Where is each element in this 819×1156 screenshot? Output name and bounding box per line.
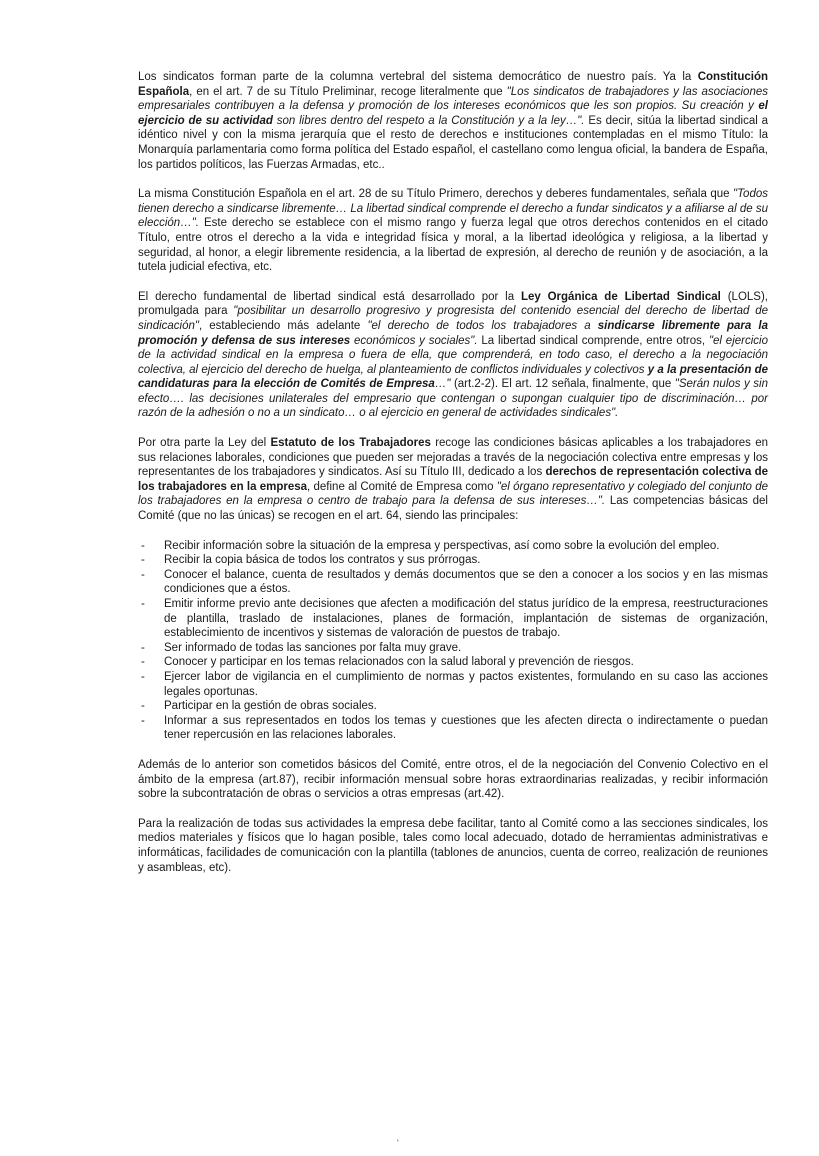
paragraph-constitucion-art7	[138, 70, 768, 172]
text-run: "el ejercicio de la actividad sindical en la empresa o fuera de ella, que comprenderá, en todo caso, el derecho a la negociación colectiva, al ejercicio del derecho de huelga, al planteamiento de conflictos individuales y colectivos	[138, 334, 768, 376]
text-run: "el órgano representativo y colegiado del conjunto de los trabajadores en la empresa o centro de trabajo para la defensa de sus intereses…".	[138, 480, 768, 508]
text-run: (LOLS), promulgada para	[138, 290, 768, 318]
paragraph-medios	[138, 817, 768, 875]
text-run: económicos y sociales".	[350, 334, 478, 347]
list-item: - Ser informado de todas las sanciones por falta muy grave.	[138, 641, 768, 656]
text-run: sindicarse libremente para la promoción y defensa de sus intereses	[138, 319, 768, 347]
text-run: "el derecho de todos los trabajadores a	[367, 319, 598, 332]
paragraph-constitucion-art28	[138, 187, 768, 275]
list-item: - Participar en la gestión de obras sociales.	[138, 699, 768, 714]
text-run: …"	[434, 378, 451, 391]
list-item: - Ejercer labor de vigilancia en el cumplimiento de normas y pactos existentes, formulando en su caso las acciones legales oportunas.	[138, 670, 768, 699]
text-run: Ley Orgánica de Libertad Sindical	[520, 290, 721, 303]
text-run: La libertad sindical comprende, entre otros,	[477, 334, 709, 347]
list-item: - Emitir informe previo ante decisiones que afecten a modificación del status jurídico de la empresa, reestructuraciones de plantilla, traslado de instalaciones, planes de formación, implantación de sistemas de organización, establecimiento de incentivos y sistemas de valoración de puestos de trabajo.	[138, 597, 768, 641]
text-run: "Los sindicatos de trabajadores y las asociaciones empresariales contribuyen a la defensa y promoción de los intereses económicos que les son propios. Su creación y	[138, 85, 768, 113]
text-run: Los sindicatos forman parte de la columna vertebral del sistema democrático de nuestro país. Ya la	[138, 71, 698, 83]
text-run: , define al Comité de Empresa como	[307, 480, 497, 493]
text-run: Estatuto de los Trabajadores	[270, 437, 431, 450]
list-item: - Conocer y participar en los temas relacionados con la salud laboral y prevención de riesgos.	[138, 655, 768, 670]
text-run: (art.2-2). El art. 12 señala, finalmente, que	[450, 378, 675, 391]
text-run: Por otra parte la Ley del	[138, 437, 271, 450]
text-run: son libres dentro del respeto a la Constitución y a la ley…".	[272, 114, 585, 127]
competencias-list	[138, 539, 768, 743]
paragraph-estatuto-trabajadores	[138, 436, 768, 524]
text-run: recoge las condiciones básicas aplicables a los trabajadores en sus relaciones laborales, condiciones que pueden ser mejoradas a través de la negociación colectiva entre empresas y los representantes de los trabajadores y sindicatos. Así su Título III, dedicado a los	[138, 437, 768, 479]
text-run: , en el art. 7 de su Título Preliminar, recoge literalmente que	[189, 85, 507, 98]
text-run: "posibilitar un desarrollo progresivo y progresista del contenido esencial del derecho de libertad de sindicación"	[138, 305, 768, 332]
list-item: - Recibir la copia básica de todos los contratos y sus prórrogas.	[138, 553, 768, 568]
text-run: Las competencias básicas del Comité (que no las únicas) se recogen en el art. 64, siendo las principales:	[138, 495, 768, 523]
page-footer-mark: '	[397, 1138, 399, 1148]
document-page	[138, 70, 768, 890]
text-run: Constitución Española	[138, 71, 768, 98]
text-run: Es decir, sitúa la libertad sindical a idéntico nivel y con la misma jerarquía que el resto de derechos e instituciones contempladas en el mismo Título: la Monarquía parlamentaria como forma política del Estado español, el castellano como lengua oficial, la bandera de España, los partidos políticos, las Fuerzas Armadas, etc..	[138, 114, 769, 171]
text-run: y a la presentación de candidaturas para la elección de Comités de Empresa	[138, 363, 768, 391]
list-item: - Informar a sus representados en todos los temas y cuestiones que les afecten directa o indirectamente o puedan tener repercusión en las relaciones laborales.	[138, 714, 768, 743]
text-run: derechos de representación colectiva de los trabajadores en la empresa	[138, 466, 768, 493]
paragraph-lols	[138, 290, 768, 421]
text-run: el ejercicio de su actividad	[138, 100, 768, 127]
text-run: El derecho fundamental de libertad sindical está desarrollado por la	[138, 290, 521, 303]
text-run: "Todos tienen derecho a sindicarse libremente… La libertad sindical comprende el derecho a fundar sindicatos y a afiliarse al de su elección…".	[138, 188, 768, 230]
list-item: - Recibir información sobre la situación de la empresa y perspectivas, así como sobre la evolución del empleo.	[138, 539, 768, 554]
text-run: "Serán nulos y sin efecto…. las decisiones unilaterales del empresario que contengan o supongan cualquier tipo de discriminación… por razón de la adhesión o no a un sindicato… o al ejercicio en general de actividades sindicales".	[138, 378, 768, 420]
text-run: Además de lo anterior son cometidos básicos del Comité, entre otros, el de la negociación del Convenio Colectivo en el ámbito de la empresa (art.87), recibir información mensual sobre horas extraordinarias realizadas, y recibir información sobre la subcontratación de obras o servicios a otras empresas (art.42).	[138, 758, 768, 801]
paragraph-cometidos	[138, 758, 768, 802]
text-run: Para la realización de todas sus actividades la empresa debe facilitar, tanto al Comité como a las secciones sindicales, los medios materiales y físicos que lo hagan posible, tales como local adecuado, dotado de herramientas administrativas e informáticas, facilidades de comunicación con la plantilla (tablones de anuncios, cuenta de correo, realización de reuniones y asambleas, etc).	[138, 817, 768, 874]
text-run: , estableciendo más adelante	[198, 319, 368, 332]
list-item: - Conocer el balance, cuenta de resultados y demás documentos que se den a conocer a los socios y en las mismas condiciones que a éstos.	[138, 568, 768, 597]
text-run: Este derecho se establece con el mismo rango y fuerza legal que otros derechos contenidos en el citado Título, entre otros el derecho a la vida e integridad física y moral, a la libertad ideológica y religiosa, a la libertad y seguridad, al honor, a elegir libremente residencia, a la libertad de expresión, al derecho de reunión y de asociación, a la tutela judicial efectiva, etc.	[138, 217, 768, 274]
text-run: La misma Constitución Española en el art. 28 de su Título Primero, derechos y deberes fundamentales, señala que	[138, 188, 733, 201]
